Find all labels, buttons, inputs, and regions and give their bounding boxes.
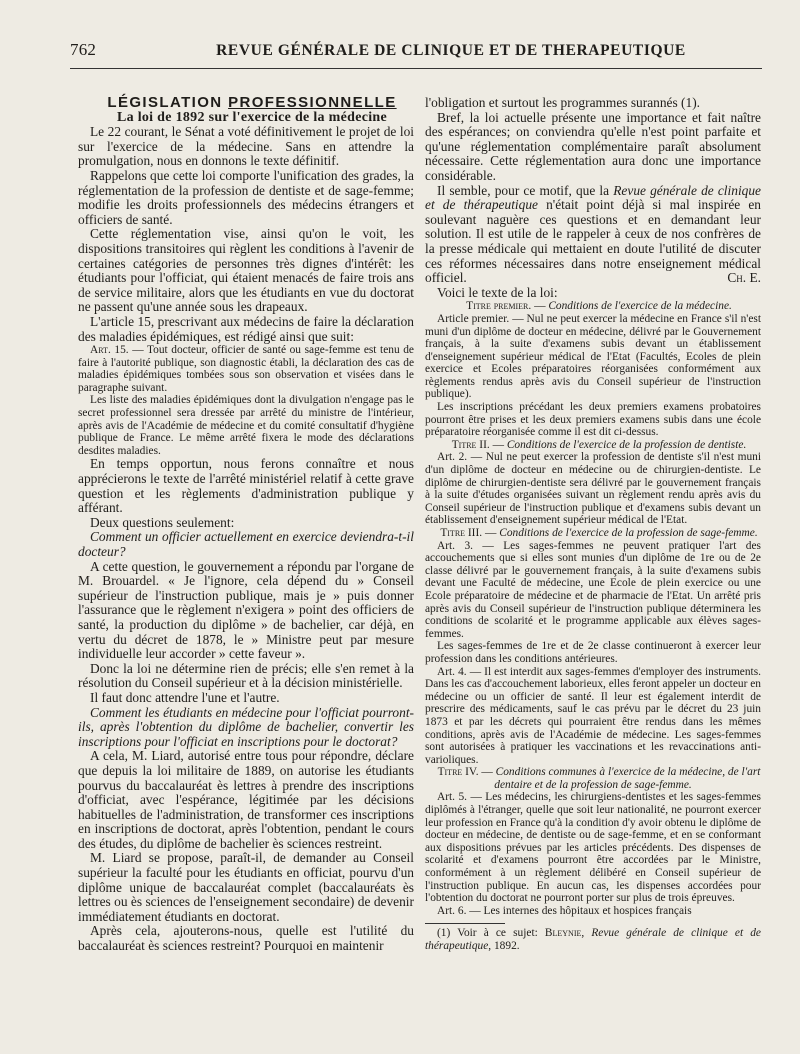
paragraph: Le 22 courant, le Sénat a voté définitivement le projet de loi sur l'exercice de la médecine. Sans en attendre la promulgation, nous en donnons le texte définitif. bbox=[78, 124, 414, 169]
titre-text: Conditions de l'exercice de la médecine. bbox=[548, 300, 732, 313]
paragraph: l'obligation et surtout les programmes surannés (1). bbox=[425, 95, 701, 110]
paragraph: Donc la loi ne détermine rien de précis; elle s'en remet à la résolution du Conseil supérieur et à la décision ministérielle. bbox=[78, 660, 414, 691]
paragraph: Cette réglementation vise, ainsi qu'on le voit, les dispositions transitoires qui règlent les conditions à l'avenir de certaines catégories de personnes très dignes d'intérêt: les étudiants pour l'officiat, qui étaient menacés de faire trois ans de service militaire, alors que les étudiants en vue du doctorat ne passent qu'une année sous les drapeaux. bbox=[78, 226, 414, 315]
footnote-rule bbox=[425, 923, 505, 924]
article: Les inscriptions précédant les deux premiers examens probatoires pourront être prises et les deux premiers examens subis dans une école préparatoire réorganisée comme il est dit ci-dessus. bbox=[425, 401, 761, 439]
titre-text: Conditions de l'exercice de la profession de sage-femme. bbox=[499, 527, 758, 539]
paragraph: A cela, M. Liard, autorisé entre tous pour répondre, déclare que depuis la loi militaire de 1889, on autorise les étudiants pourvus du baccalauréat ès lettres à prendre des inscriptions d'officiat, avec l'espérance, légitimée par les décisions habituelles de l'administration, de transformer ces inscriptions en inscriptions de doctorat, après l'obtention, pendant le cours des études, du diplôme de bachelier ès sciences restreint. bbox=[78, 748, 414, 851]
paragraph bbox=[425, 184, 761, 286]
header-rule bbox=[70, 68, 762, 69]
article: Art. 4. — Il est interdit aux sages-femmes d'employer des instruments. Dans les cas d'accouchement laborieux, elles feront appeler un docteur en médecine ou un officier de santé. Il leur est également interdit de prescrire des médicaments, sauf le cas prévu par le décret du 23 juin 1873 et par les décrets qui pourraient être rendus dans les mêmes conditions, après avis de l'Académie de médecine. Les sages-femmes sont autorisées à pratiquer les vaccinations et les revaccinations anti-varioliques. bbox=[425, 665, 761, 766]
footnote-journal: Revue générale de clinique et de thérapeutique bbox=[425, 927, 761, 952]
page-number: 762 bbox=[70, 40, 97, 59]
left-column bbox=[78, 96, 414, 954]
law-excerpt bbox=[78, 344, 414, 457]
article: Art. 5. — Les médecins, les chirurgiens-dentistes et les sages-femmes diplômés à l'étranger, quelle que soit leur nationalité, ne pourront exercer leur profession en France qu'à la condition d'y avoir obtenu le diplôme de docteur en médecine, de dentiste ou de sage-femme, et en se conformant aux dispositions prévues par les articles précédents. Des dispenses de scolarité et d'examens pourront être accordées par le Ministre, conformément à un règlement délibéré en Conseil supérieur de l'instruction publique. En aucun cas, les dispenses accordées pour l'obtention du doctorat ne pourront porter sur plus de trois épreuves. bbox=[425, 791, 761, 905]
section-title bbox=[78, 96, 414, 111]
paragraph: L'article 15, prescrivant aux médecins de faire la déclaration des maladies épidémiques, est rédigé ainsi que suit: bbox=[78, 313, 414, 344]
right-column bbox=[425, 96, 761, 953]
titre-heading: Titre premier. — Conditions de l'exercice de la médecine. bbox=[466, 300, 732, 313]
text-run: , 1892. bbox=[488, 940, 520, 952]
article-15 bbox=[78, 344, 414, 394]
text-run: Il semble, pour ce motif, que la bbox=[437, 182, 614, 198]
question: Comment un officier actuellement en exercice deviendra-t-il docteur? bbox=[78, 529, 414, 559]
article-text: — Tout docteur, officier de santé ou sage-femme est tenu de faire à l'autorité publique, son diagnostic établi, la déclaration des cas de maladies épidémiques tombées sous son observation et visées dans le paragraphe suivant. bbox=[78, 344, 414, 394]
titre-heading: Titre III. — Conditions de l'exercice de la profession de sage-femme. bbox=[440, 527, 758, 539]
article-15-list: Les liste des maladies épidémiques dont la divulgation n'engage pas le secret professionnel sera dressée par arrêté du ministre de l'intérieur, après avis de l'Académie de médecine et du comité consultatif d'hygiène publique de France. Le même arrêté fixera le mode des déclarations desdites maladies. bbox=[78, 394, 414, 457]
question: Comment les étudiants en médecine pour l'officiat pourront-ils, après l'obtention du diplôme de bachelier, convertir les inscriptions pour l'officiat en inscriptions pour le doctorat? bbox=[78, 704, 414, 749]
article-label: Art. 15. bbox=[90, 344, 129, 357]
titre-heading: Titre IV. — Conditions communes à l'exercice de la médecine, de l'art dentaire et de la profession de sage-femme. bbox=[437, 766, 761, 791]
paragraph: Voici le texte de la loi: bbox=[437, 284, 558, 300]
section-title-part1: LÉGISLATION bbox=[107, 94, 229, 111]
article: Les sages-femmes de 1re et de 2e classe continueront à exercer leur profession dans les conditions antérieures. bbox=[425, 640, 761, 665]
journal-name: Revue générale de clinique et de thérapeutique bbox=[425, 182, 761, 213]
paragraph: M. Liard se propose, paraît-il, de demander au Conseil supérieur la faculté pour les étudiants en officiat, pourvu d'un diplôme unique de baccalauréat complet (baccalauréats ès lettres ou ès sciences de l'enseignement secondaire) de devenir immédiatement étudiants en doctorat. bbox=[78, 850, 414, 924]
section-title-part2: PROFESSIONNELLE bbox=[228, 94, 397, 111]
paragraph: En temps opportun, nous ferons connaître et nous apprécierons le texte de l'arrêté ministériel relatif à cette grave question et les règlements d'administration publique y afférant. bbox=[78, 456, 414, 516]
paragraph: Deux questions seulement: bbox=[90, 514, 235, 530]
titre-label: Titre premier. bbox=[466, 300, 532, 313]
article: Art. 2. — Nul ne peut exercer la profession de dentiste s'il n'est muni d'un diplôme de docteur en médecine ou de chirurgien-dentiste. Le diplôme de chirurgien-dentiste sera délivré par le gouvernement français à la suite d'études organisées suivant un règlement rendu après avis du Conseil supérieur de l'instruction publique et d'examens subis devant un établissement d'enseignement supérieur médical de l'Etat. bbox=[425, 451, 761, 527]
journal-title: REVUE GÉNÉRALE DE CLINIQUE ET DE THERAPEUTIQUE bbox=[216, 42, 686, 59]
text-run: n'était point déjà si mal inspirée en soulevant naguère ces questions et en demandant leur solution. Il est utile de le rappeler à ceux de nos confrères de la presse médicale qui mettaient en doute l'utilité de discuter ces réformes nécessaires dans notre enseignement médical officiel. bbox=[425, 197, 761, 286]
text-run: , bbox=[581, 927, 592, 940]
titre-text: Conditions communes à l'exercice de la médecine, de l'art dentaire et de la profession de sage-femme. bbox=[494, 766, 761, 791]
signature: Ch. E. bbox=[727, 270, 761, 286]
paragraph: Après cela, ajouterons-nous, quelle est l'utilité du baccalauréat ès sciences restreint? Pourquoi en maintenir bbox=[78, 923, 414, 954]
article: Art. 3. — Les sages-femmes ne peuvent pratiquer l'art des accouchements que si elles sont munies d'un diplôme de 1re ou de 2e classe délivré par le gouvernement français, à la suite d'examens subis devant une Faculté de médecine, une Ecole de plein exercice ou une Ecole préparatoire de médecine et de pharmacie de l'Etat. Un arrêté pris après avis du Conseil supérieur de l'instruction publique déterminera les conditions de scolarité et le programme applicable aux élèves sages-femmes. bbox=[425, 539, 761, 640]
law-text bbox=[425, 300, 761, 917]
article: Art. 6. — Les internes des hôpitaux et hospices français bbox=[437, 904, 692, 917]
footnote bbox=[425, 927, 761, 952]
titre-heading: Titre II. — Conditions de l'exercice de la profession de dentiste. bbox=[451, 438, 747, 451]
paragraph: Bref, la loi actuelle présente une importance et fait naître des espérances; on conviendra qu'elle n'est point parfaite et qu'une réglementation complémentaire paraît absolument nécessaire. Cette réglementation aura donc une importance considérable. bbox=[425, 109, 761, 183]
article: Article premier. — Nul ne peut exercer la médecine en France s'il n'est muni d'un diplôme de docteur en médecine, délivré par le Gouvernement français, à la suite d'examens subis devant un établissement d'enseignement supérieur médical de l'Etat (Facultés, Ecoles de plein exercice et Ecoles préparatoires réorganisées conformément aux règlements rendus après avis du Conseil supérieur de l'instruction publique). bbox=[425, 312, 761, 401]
titre-label: Titre IV. bbox=[437, 766, 479, 779]
article-title: La loi de 1892 sur l'exercice de la médecine bbox=[116, 109, 388, 125]
paragraph: A cette question, le gouvernement a répondu par l'organe de M. Brouardel. « Je l'ignore, cela dépend du » Conseil supérieur de l'instruction publique, mais je » puis donner l'assurance que le règlement n'exigera » point des officiers de santé, la production du diplôme » de bachelier, car déjà, en vertu du décret de 1878, le » Ministre peut par mesure individuelle leur accorder » cette faveur ». bbox=[78, 558, 414, 662]
titre-label: Titre III. bbox=[440, 527, 483, 539]
paragraph: Rappelons que cette loi comporte l'unification des grades, la réglementation de la profession de dentiste et de sage-femme; modifie les droits professionnels des médecins étrangers et officiers de santé. bbox=[78, 167, 414, 227]
paragraph: Il faut donc attendre l'une et l'autre. bbox=[90, 689, 280, 705]
text-run: (1) Voir à ce sujet: bbox=[437, 927, 545, 940]
titre-label: Titre II. bbox=[451, 438, 490, 451]
running-header bbox=[70, 40, 762, 66]
footnote-author: Bleynie bbox=[544, 927, 582, 940]
titre-text: Conditions de l'exercice de la profession de dentiste. bbox=[506, 438, 747, 451]
